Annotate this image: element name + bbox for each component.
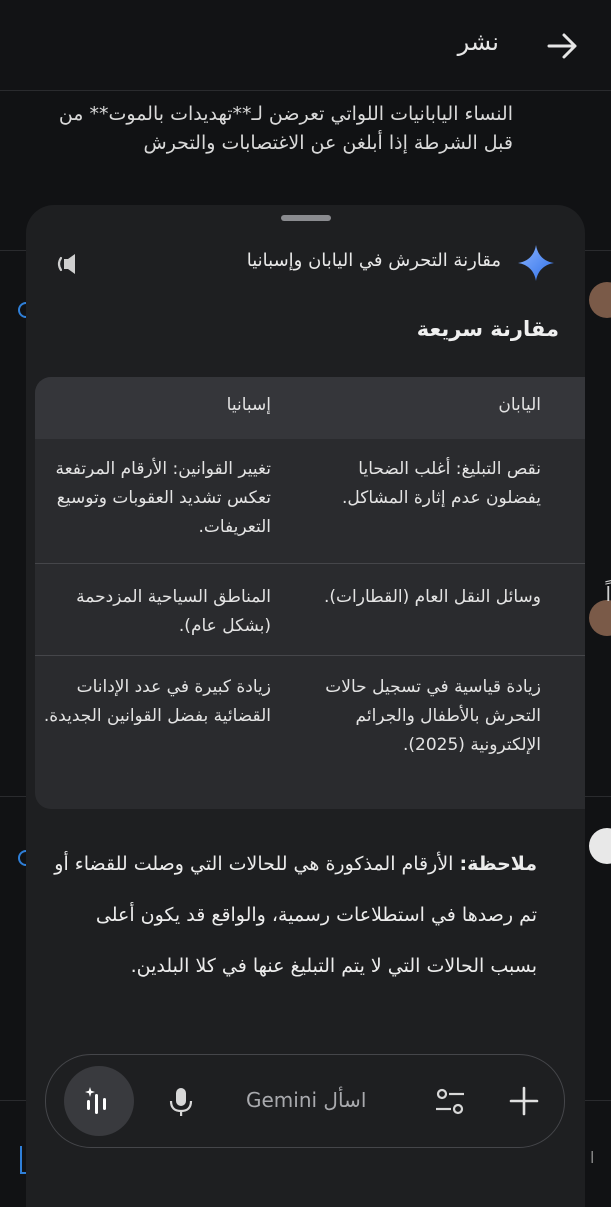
prompt-input[interactable]: اسأل Gemini [246,1088,367,1112]
column-header-japan: اليابان [498,395,541,415]
section-heading: مقارنة سريعة [416,317,559,341]
page-title: نشر [457,28,499,56]
row-divider [35,655,585,656]
note-paragraph [47,839,537,992]
comparison-table [35,377,585,809]
table-cell: زيادة قياسية في تسجيل حالات التحرش بالأطفال والجرائم الإلكترونية (2025). [325,677,541,755]
speaker-icon[interactable] [54,249,84,279]
post-line-1: النساء اليابانيات اللواتي تعرضن لـ**تهديدات بالموت** من [58,103,513,125]
note-label: ملاحظة: [459,853,537,875]
background-text: ا [590,1148,595,1167]
table-cell: المناطق السياحية المزدحمة (بشكل عام). [76,587,271,636]
table-cell: وسائل النقل العام (القطارات). [324,587,541,607]
post-line-2: قبل الشرطة إذا أبلغن عن الاغتصابات والتحرش [143,132,513,154]
row-divider [35,563,585,564]
table-cell: تغيير القوانين: الأرقام المرتفعة تعكس تشديد العقوبات وتوسيع التعريفات. [55,459,271,537]
column-header-spain: إسبانيا [226,395,271,415]
conversation-title: مقارنة التحرش في اليابان وإسبانيا [246,250,501,271]
avatar[interactable] [589,282,611,318]
note-text: الأرقام المذكورة هي للحالات التي وصلت للقضاء أو تم رصدها في استطلاعات رسمية، والواقع قد يكون أعلى بسبب الحالات التي لا يتم التبليغ عنها في كلا البلدين. [54,853,537,977]
avatar[interactable] [589,828,611,864]
gemini-sparkle-icon [517,244,555,282]
table-cell: زيادة كبيرة في عدد الإدانات القضائية بفضل القوانين الجديدة. [43,677,271,726]
add-icon[interactable] [508,1085,540,1117]
gemini-bottom-sheet [26,205,585,1207]
arrow-right-icon[interactable] [545,28,581,64]
prompt-input-bar [45,1054,565,1148]
tools-icon[interactable] [434,1087,466,1117]
post-text [33,100,513,158]
microphone-icon[interactable] [166,1086,196,1118]
gemini-live-button[interactable] [64,1066,134,1136]
live-waveform-icon [83,1085,115,1117]
table-cell: نقص التبليغ: أغلب الضحايا يفضلون عدم إثارة المشاكل. [342,459,541,508]
table-header [35,377,585,439]
background-edge-text: اً [605,582,611,606]
drag-handle[interactable] [281,215,331,221]
top-app-bar [0,0,611,91]
